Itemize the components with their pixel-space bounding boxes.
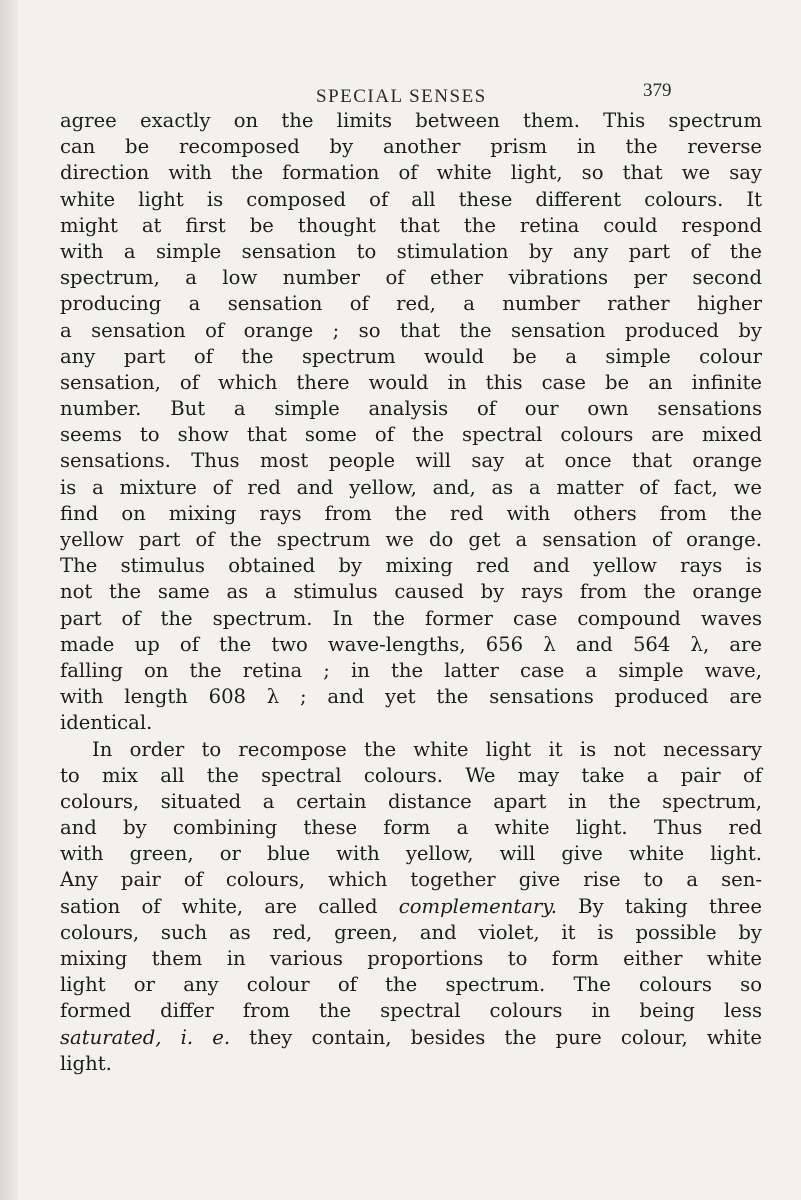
paragraph-2 xyxy=(60,737,762,1077)
text-line: producing a sensation of red, a number rather higher xyxy=(60,292,762,316)
text-fragment: By taking three xyxy=(556,894,762,918)
text-line: with length 608 λ ; and yet the sensations produced are xyxy=(60,685,762,709)
text-line: not the same as a stimulus caused by rays from the orange xyxy=(60,580,762,604)
body-text xyxy=(60,108,762,1077)
text-line: a sensation of orange ; so that the sensation produced by xyxy=(60,318,762,342)
text-line: colours, such as red, green, and violet, it is possible by xyxy=(60,920,762,944)
text-line: formed differ from the spectral colours in being less xyxy=(60,999,762,1023)
text-line: sensations. Thus most people will say at once that orange xyxy=(60,449,762,473)
text-line: and by combining these form a white light. Thus red xyxy=(60,816,762,840)
text-line: spectrum, a low number of ether vibrations per second xyxy=(60,266,762,290)
text-line: sensation, of which there would in this case be an infinite xyxy=(60,370,762,394)
text-line: colours, situated a certain distance apart in the spectrum, xyxy=(60,789,762,813)
text-line: part of the spectrum. In the former case compound waves xyxy=(60,606,762,630)
page-number: 379 xyxy=(643,80,672,101)
italic-term-complementary: complementary. xyxy=(398,894,557,918)
text-line: can be recomposed by another prism in the reverse xyxy=(60,135,762,159)
page-edge-shadow xyxy=(0,0,18,1200)
text-line: might at first be thought that the retina could respond xyxy=(60,213,762,237)
italic-term-saturated: saturated, i. e. xyxy=(60,1025,231,1049)
text-line: direction with the formation of white light, so that we say xyxy=(60,161,762,185)
text-fragment: they contain, besides the pure colour, white xyxy=(230,1025,763,1049)
text-line: any part of the spectrum would be a simple colour xyxy=(60,344,762,368)
text-line: seems to show that some of the spectral colours are mixed xyxy=(60,423,762,447)
text-line: made up of the two wave-lengths, 656 λ and 564 λ, are xyxy=(60,632,762,656)
text-fragment: sation of white, are called xyxy=(60,894,399,918)
text-line: In order to recompose the white light it is not necessary xyxy=(92,737,762,761)
text-line: find on mixing rays from the red with others from the xyxy=(60,501,762,525)
text-line: number. But a simple analysis of our own sensations xyxy=(60,397,762,421)
text-line: yellow part of the spectrum we do get a sensation of orange. xyxy=(60,528,762,551)
text-line xyxy=(60,1025,762,1051)
text-line: to mix all the spectral colours. We may take a pair of xyxy=(60,763,762,787)
text-line: white light is composed of all these different colours. It xyxy=(60,187,762,211)
text-line: light. xyxy=(60,1051,112,1075)
text-line: light or any colour of the spectrum. The colours so xyxy=(60,973,762,997)
text-line xyxy=(60,894,762,920)
text-line: with a simple sensation to stimulation by any part of the xyxy=(60,239,762,263)
text-line: Any pair of colours, which together give rise to a sen- xyxy=(60,868,762,892)
paragraph-1 xyxy=(60,108,762,737)
running-title: SPECIAL SENSES xyxy=(316,86,487,107)
text-line: The stimulus obtained by mixing red and yellow rays is xyxy=(60,554,762,578)
text-line: is a mixture of red and yellow, and, as a matter of fact, we xyxy=(60,475,762,499)
text-line: identical. xyxy=(60,711,153,735)
text-line: falling on the retina ; in the latter case a simple wave, xyxy=(60,658,762,682)
text-line: mixing them in various proportions to form either white xyxy=(60,947,762,970)
page-header xyxy=(0,70,801,110)
text-line: agree exactly on the limits between them. This spectrum xyxy=(60,109,762,132)
text-line: with green, or blue with yellow, will give white light. xyxy=(60,842,762,866)
